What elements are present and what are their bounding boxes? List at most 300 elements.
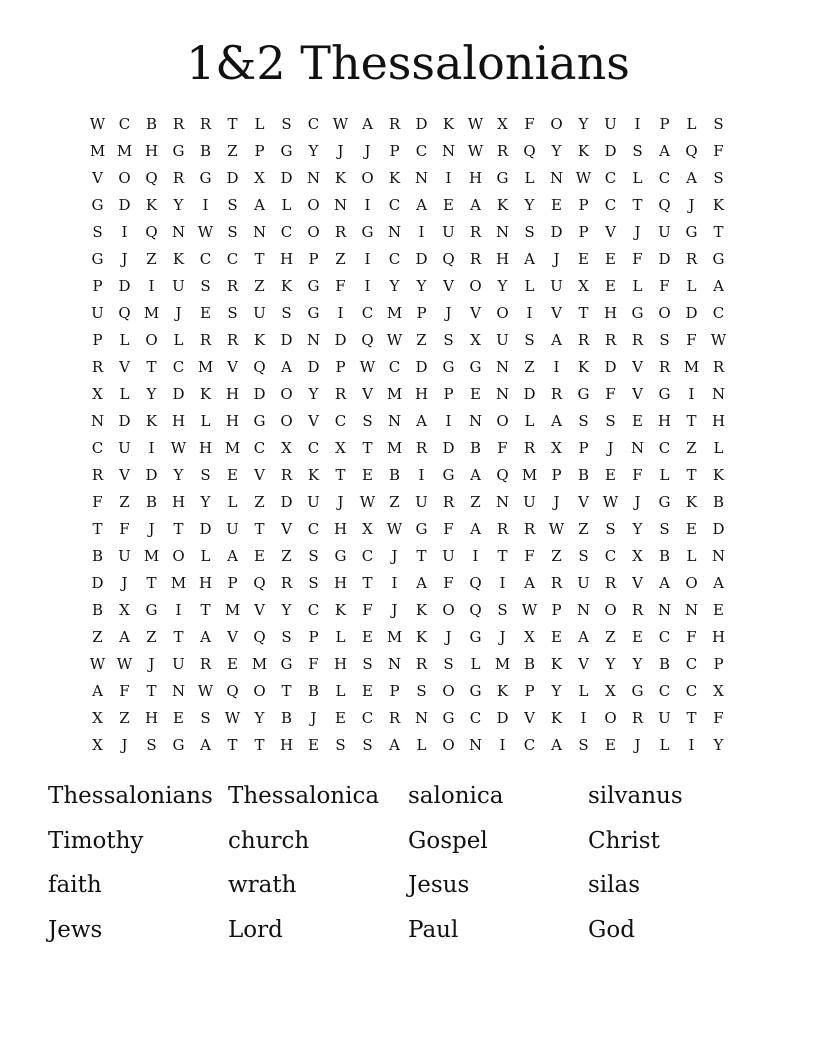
grid-letter: V <box>524 709 535 727</box>
grid-letter: G <box>496 169 509 187</box>
grid-letter: N <box>441 142 456 160</box>
grid-letter: C <box>307 520 320 538</box>
grid-letter: E <box>362 628 373 646</box>
grid-letter: J <box>310 709 317 727</box>
grid-letter: P <box>578 196 589 214</box>
grid-letter: Z <box>524 358 535 376</box>
grid-letter: D <box>118 196 131 214</box>
grid-letter: C <box>361 304 374 322</box>
grid-letter: N <box>306 331 321 349</box>
grid-letter: N <box>171 223 186 241</box>
grid-letter: E <box>605 466 616 484</box>
grid-row <box>84 597 732 624</box>
grid-letter: A <box>470 466 481 484</box>
grid-letter: N <box>387 223 402 241</box>
grid-letter: S <box>146 736 157 754</box>
grid-letter: P <box>308 250 319 268</box>
grid-letter: W <box>89 655 106 673</box>
grid-row <box>84 354 732 381</box>
grid-letter: C <box>226 250 239 268</box>
grid-letter: H <box>468 169 483 187</box>
grid-letter: X <box>92 385 103 403</box>
grid-letter: V <box>632 358 643 376</box>
grid-letter: K <box>199 385 212 403</box>
grid-letter: O <box>118 169 131 187</box>
grid-letter: K <box>577 142 590 160</box>
grid-letter: F <box>497 439 508 457</box>
grid-letter: G <box>361 223 374 241</box>
grid-letter: A <box>713 277 724 295</box>
grid-letter: T <box>362 574 373 592</box>
grid-letter: S <box>200 277 211 295</box>
grid-letter: C <box>604 196 617 214</box>
grid-letter: F <box>308 655 319 673</box>
grid-letter: S <box>443 655 454 673</box>
grid-letter: G <box>442 709 455 727</box>
grid-letter: T <box>227 736 238 754</box>
grid-letter: K <box>415 601 428 619</box>
grid-letter: S <box>200 709 211 727</box>
grid-letter: G <box>145 601 158 619</box>
grid-letter: O <box>469 277 482 295</box>
grid-letter: H <box>414 385 429 403</box>
grid-letter: L <box>659 466 670 484</box>
word-list-item: Paul <box>408 916 459 943</box>
word-list-item: church <box>228 827 310 854</box>
grid-letter: U <box>118 547 131 565</box>
grid-letter: H <box>198 439 213 457</box>
grid-letter: L <box>470 655 481 673</box>
grid-letter: E <box>632 412 643 430</box>
grid-letter: V <box>227 628 238 646</box>
grid-letter: Y <box>200 493 211 511</box>
grid-letter: E <box>362 682 373 700</box>
grid-row <box>84 516 732 543</box>
grid-letter: K <box>334 169 347 187</box>
grid-letter: H <box>333 574 348 592</box>
grid-letter: Q <box>442 250 455 268</box>
grid-letter: H <box>144 709 159 727</box>
grid-letter: R <box>604 331 617 349</box>
grid-letter: N <box>684 601 699 619</box>
grid-letter: U <box>226 520 239 538</box>
grid-letter: R <box>604 574 617 592</box>
grid-letter: O <box>280 385 293 403</box>
grid-letter: T <box>686 709 697 727</box>
grid-letter: N <box>495 385 510 403</box>
grid-letter: H <box>198 574 213 592</box>
grid-letter: C <box>334 412 347 430</box>
grid-letter: S <box>308 574 319 592</box>
grid-letter: C <box>388 250 401 268</box>
grid-letter: Y <box>173 466 184 484</box>
grid-letter: N <box>171 682 186 700</box>
grid-letter: G <box>253 412 266 430</box>
grid-letter: A <box>416 412 427 430</box>
grid-letter: L <box>659 736 670 754</box>
grid-letter: O <box>658 304 671 322</box>
grid-letter: E <box>551 196 562 214</box>
grid-letter: R <box>577 331 590 349</box>
grid-letter: A <box>416 574 427 592</box>
grid-letter: W <box>467 142 484 160</box>
grid-letter: R <box>199 655 212 673</box>
word-list-item: Gospel <box>408 827 488 854</box>
grid-letter: I <box>580 709 587 727</box>
grid-row <box>84 408 732 435</box>
word-list-item: Jesus <box>408 872 470 898</box>
grid-letter: J <box>337 142 344 160</box>
grid-letter: D <box>91 574 104 592</box>
grid-letter: V <box>632 385 643 403</box>
grid-letter: X <box>92 736 103 754</box>
grid-letter: S <box>578 736 589 754</box>
grid-letter: C <box>658 439 671 457</box>
grid-letter: T <box>686 466 697 484</box>
grid-letter: K <box>280 277 293 295</box>
grid-letter: J <box>148 520 155 538</box>
grid-letter: R <box>199 331 212 349</box>
grid-letter: K <box>253 331 266 349</box>
grid-letter: T <box>686 412 697 430</box>
grid-letter: N <box>387 655 402 673</box>
grid-letter: O <box>253 682 266 700</box>
grid-letter: S <box>227 196 238 214</box>
grid-letter: V <box>578 493 589 511</box>
grid-letter: W <box>116 655 133 673</box>
grid-letter: R <box>523 439 536 457</box>
grid-letter: Q <box>145 223 158 241</box>
grid-letter: V <box>92 169 103 187</box>
word-list-item: salonica <box>408 783 504 809</box>
grid-letter: T <box>200 601 211 619</box>
grid-letter: N <box>468 736 483 754</box>
grid-letter: J <box>634 223 641 241</box>
grid-letter: L <box>335 628 346 646</box>
grid-letter: F <box>443 520 454 538</box>
word-list-item: wrath <box>228 872 297 898</box>
grid-letter: F <box>119 682 130 700</box>
grid-letter: D <box>685 304 698 322</box>
grid-letter: K <box>145 196 158 214</box>
word-list-item: silvanus <box>588 783 683 809</box>
grid-letter: R <box>631 601 644 619</box>
grid-letter: Z <box>119 709 130 727</box>
grid-letter: W <box>467 115 484 133</box>
grid-letter: A <box>119 628 130 646</box>
grid-letter: C <box>604 169 617 187</box>
grid-letter: A <box>470 196 481 214</box>
word-list-item: Thessalonians <box>48 783 213 809</box>
grid-letter: C <box>118 115 131 133</box>
grid-row <box>84 624 732 651</box>
grid-letter: M <box>683 358 700 376</box>
grid-letter: Z <box>146 628 157 646</box>
grid-letter: X <box>632 547 643 565</box>
grid-letter: O <box>496 412 509 430</box>
grid-letter: P <box>308 628 319 646</box>
grid-letter: R <box>226 277 239 295</box>
grid-letter: Z <box>92 628 103 646</box>
grid-letter: X <box>254 169 265 187</box>
grid-letter: F <box>443 574 454 592</box>
grid-letter: H <box>495 250 510 268</box>
grid-letter: Q <box>118 304 131 322</box>
grid-letter: F <box>92 493 103 511</box>
grid-letter: J <box>121 250 128 268</box>
grid-letter: E <box>254 547 265 565</box>
grid-letter: P <box>389 142 400 160</box>
grid-letter: M <box>116 142 133 160</box>
grid-letter: C <box>280 223 293 241</box>
grid-letter: I <box>634 115 641 133</box>
grid-letter: D <box>118 412 131 430</box>
grid-letter: P <box>254 142 265 160</box>
grid-letter: D <box>604 142 617 160</box>
grid-letter: G <box>631 682 644 700</box>
grid-letter: O <box>145 331 158 349</box>
grid-letter: A <box>92 682 103 700</box>
grid-letter: S <box>92 223 103 241</box>
grid-letter: X <box>470 331 481 349</box>
grid-letter: I <box>418 223 425 241</box>
grid-letter: Z <box>686 439 697 457</box>
grid-letter: Y <box>551 682 562 700</box>
grid-letter: P <box>92 277 103 295</box>
grid-letter: K <box>307 466 320 484</box>
grid-letter: L <box>119 385 130 403</box>
grid-letter: M <box>386 385 403 403</box>
grid-letter: J <box>337 493 344 511</box>
grid-letter: L <box>578 682 589 700</box>
grid-letter: N <box>414 709 429 727</box>
grid-letter: J <box>634 493 641 511</box>
grid-letter: S <box>605 520 616 538</box>
grid-row <box>84 651 732 678</box>
grid-letter: U <box>523 493 536 511</box>
grid-letter: U <box>442 223 455 241</box>
grid-letter: M <box>494 655 511 673</box>
grid-letter: V <box>254 601 265 619</box>
grid-letter: K <box>496 196 509 214</box>
grid-letter: J <box>148 655 155 673</box>
grid-letter: I <box>391 574 398 592</box>
grid-letter: M <box>143 304 160 322</box>
word-list-item: God <box>588 916 635 943</box>
grid-letter: N <box>495 493 510 511</box>
page-title: 1&2 Thessalonians <box>186 36 630 90</box>
grid-letter: A <box>389 736 400 754</box>
grid-letter: Y <box>713 736 724 754</box>
grid-letter: Q <box>685 142 698 160</box>
grid-letter: C <box>91 439 104 457</box>
grid-row <box>84 138 732 165</box>
grid-letter: O <box>307 223 320 241</box>
grid-letter: I <box>499 574 506 592</box>
grid-letter: T <box>578 304 589 322</box>
grid-letter: E <box>713 601 724 619</box>
grid-letter: E <box>200 304 211 322</box>
grid-letter: M <box>170 574 187 592</box>
grid-letter: E <box>308 736 319 754</box>
grid-letter: A <box>659 142 670 160</box>
grid-letter: H <box>279 250 294 268</box>
grid-letter: Y <box>146 385 157 403</box>
grid-letter: R <box>550 574 563 592</box>
grid-letter: V <box>119 358 130 376</box>
grid-letter: D <box>307 358 320 376</box>
grid-row <box>84 246 732 273</box>
grid-letter: T <box>254 736 265 754</box>
grid-letter: B <box>91 601 104 619</box>
grid-letter: Y <box>389 277 400 295</box>
grid-letter: G <box>91 250 104 268</box>
grid-letter: E <box>227 655 238 673</box>
grid-row <box>84 678 732 705</box>
grid-letter: R <box>388 115 401 133</box>
grid-letter: Q <box>361 331 374 349</box>
grid-letter: Z <box>146 250 157 268</box>
grid-letter: E <box>578 250 589 268</box>
grid-letter: N <box>252 223 267 241</box>
grid-letter: F <box>632 466 643 484</box>
grid-letter: H <box>711 628 726 646</box>
grid-letter: D <box>496 709 509 727</box>
grid-letter: Y <box>632 655 643 673</box>
grid-letter: O <box>550 115 563 133</box>
grid-letter: P <box>227 574 238 592</box>
grid-letter: C <box>307 439 320 457</box>
grid-letter: P <box>335 358 346 376</box>
grid-letter: R <box>658 358 671 376</box>
grid-letter: S <box>281 304 292 322</box>
grid-letter: R <box>469 250 482 268</box>
grid-letter: I <box>553 358 560 376</box>
grid-letter: C <box>172 358 185 376</box>
grid-letter: P <box>578 223 589 241</box>
grid-letter: L <box>632 277 643 295</box>
grid-letter: W <box>575 169 592 187</box>
grid-letter: Q <box>226 682 239 700</box>
grid-letter: A <box>551 412 562 430</box>
grid-letter: F <box>524 115 535 133</box>
grid-letter: R <box>334 385 347 403</box>
grid-letter: Q <box>253 628 266 646</box>
grid-letter: B <box>712 493 725 511</box>
grid-letter: V <box>227 358 238 376</box>
grid-letter: Z <box>470 493 481 511</box>
grid-letter: L <box>524 169 535 187</box>
grid-letter: Y <box>632 520 643 538</box>
grid-letter: Q <box>658 196 671 214</box>
grid-letter: X <box>335 439 346 457</box>
grid-letter: X <box>119 601 130 619</box>
grid-letter: H <box>225 412 240 430</box>
grid-letter: D <box>550 223 563 241</box>
grid-letter: I <box>445 412 452 430</box>
grid-letter: S <box>200 466 211 484</box>
grid-letter: W <box>386 331 403 349</box>
grid-letter: J <box>634 736 641 754</box>
grid-letter: F <box>362 601 373 619</box>
grid-letter: C <box>307 115 320 133</box>
grid-letter: S <box>416 682 427 700</box>
grid-letter: D <box>415 358 428 376</box>
grid-letter: S <box>308 547 319 565</box>
grid-letter: H <box>711 412 726 430</box>
grid-letter: K <box>712 466 725 484</box>
grid-letter: I <box>148 439 155 457</box>
grid-letter: R <box>496 142 509 160</box>
grid-letter: U <box>172 655 185 673</box>
grid-letter: R <box>91 466 104 484</box>
grid-letter: K <box>712 196 725 214</box>
grid-letter: D <box>280 331 293 349</box>
grid-letter: O <box>442 736 455 754</box>
grid-letter: T <box>227 115 238 133</box>
grid-letter: S <box>713 115 724 133</box>
grid-letter: Y <box>578 115 589 133</box>
grid-letter: W <box>332 115 349 133</box>
grid-letter: M <box>197 358 214 376</box>
grid-letter: S <box>605 412 616 430</box>
grid-letter: Z <box>416 331 427 349</box>
grid-letter: F <box>632 250 643 268</box>
grid-letter: I <box>148 277 155 295</box>
grid-letter: X <box>281 439 292 457</box>
grid-letter: A <box>551 331 562 349</box>
grid-letter: I <box>364 196 371 214</box>
grid-letter: V <box>470 304 481 322</box>
grid-letter: A <box>254 196 265 214</box>
grid-letter: E <box>173 709 184 727</box>
letter-grid <box>84 111 732 759</box>
grid-letter: V <box>362 385 373 403</box>
grid-letter: O <box>361 169 374 187</box>
grid-letter: A <box>416 196 427 214</box>
grid-letter: S <box>335 736 346 754</box>
grid-letter: F <box>605 385 616 403</box>
grid-letter: O <box>307 196 320 214</box>
grid-letter: B <box>577 466 590 484</box>
grid-letter: B <box>199 142 212 160</box>
grid-letter: C <box>469 709 482 727</box>
word-list <box>48 778 768 956</box>
grid-letter: U <box>658 223 671 241</box>
grid-letter: L <box>686 115 697 133</box>
grid-letter: M <box>521 466 538 484</box>
grid-letter: F <box>686 331 697 349</box>
grid-letter: M <box>251 655 268 673</box>
grid-letter: J <box>121 736 128 754</box>
grid-letter: M <box>224 439 241 457</box>
grid-letter: W <box>548 520 565 538</box>
grid-letter: H <box>279 736 294 754</box>
grid-letter: A <box>200 628 211 646</box>
grid-letter: G <box>280 655 293 673</box>
grid-letter: W <box>710 331 727 349</box>
grid-letter: W <box>602 493 619 511</box>
grid-letter: F <box>659 277 670 295</box>
grid-letter: C <box>307 601 320 619</box>
grid-letter: P <box>713 655 724 673</box>
grid-letter: S <box>497 601 508 619</box>
grid-letter: G <box>631 304 644 322</box>
grid-letter: B <box>280 709 293 727</box>
grid-letter: T <box>632 196 643 214</box>
grid-letter: K <box>685 493 698 511</box>
grid-letter: T <box>146 574 157 592</box>
